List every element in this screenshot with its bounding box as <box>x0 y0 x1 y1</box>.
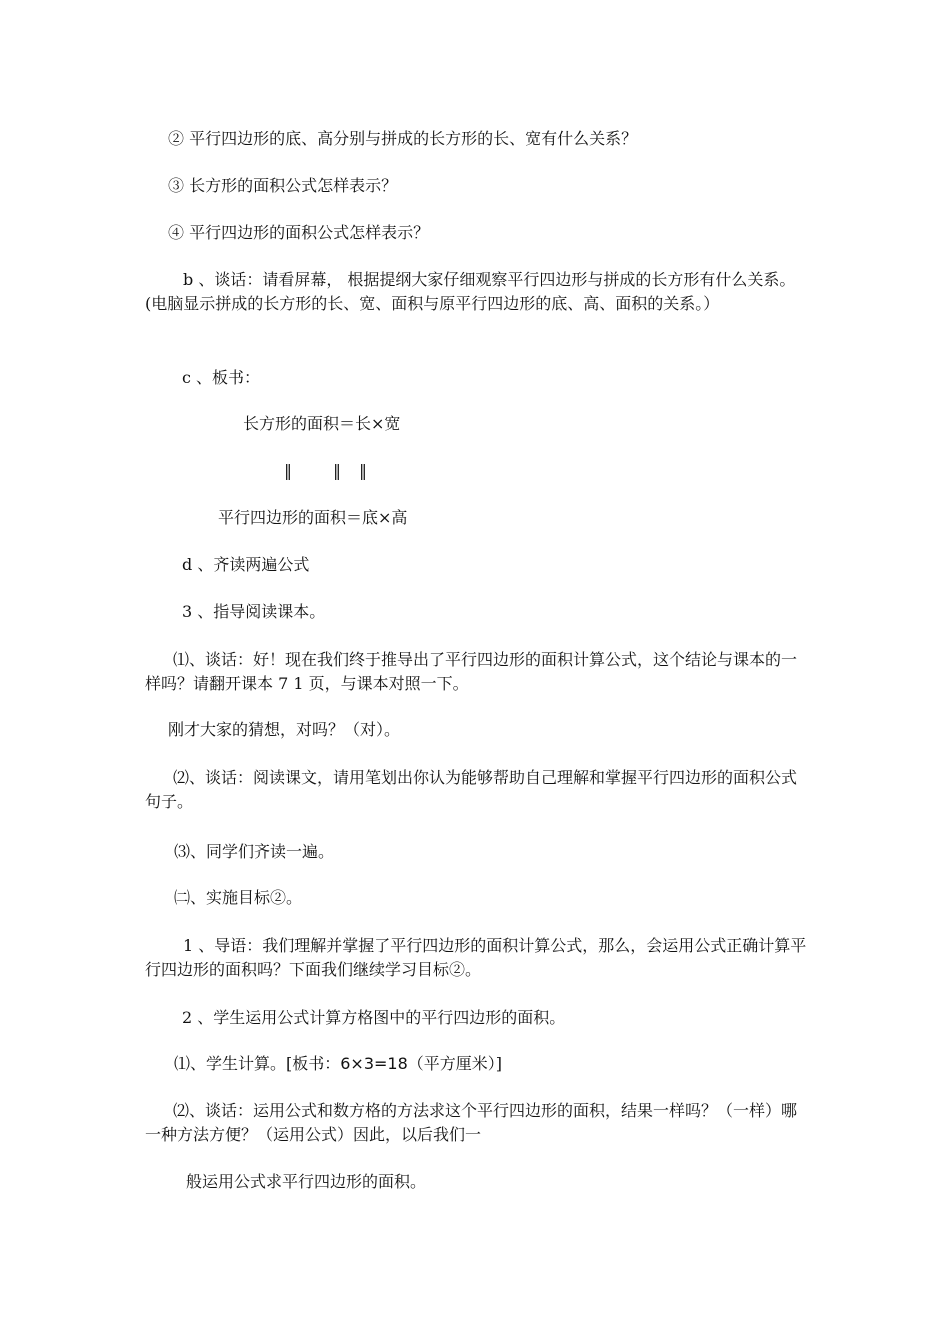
question-2: ② 平行四边形的底、高分别与拼成的长方形的长、宽有什么关系？ <box>168 129 638 148</box>
formula-parallelogram: 平行四边形的面积＝底×高 <box>218 508 408 527</box>
calc-formula: 6×3=18 <box>340 1054 408 1073</box>
paragraph-d-read: d 、齐读两遍公式 <box>182 555 310 574</box>
question-3: ③ 长方形的面积公式怎样表示？ <box>168 176 398 195</box>
paragraph-step-2: 2 、学生运用公式计算方格图中的平行四边形的面积。 <box>182 1008 566 1027</box>
paragraph-2-talk: ⑵、谈话：阅读课文，请用笔划出你认为能够帮助自己理解和掌握平行四边形的面积公式句子。 <box>145 768 798 811</box>
formula-equal-sign-3: ‖ <box>359 461 367 480</box>
calc-suffix: （平方厘米）] <box>407 1054 503 1073</box>
paragraph-calc <box>174 1052 502 1076</box>
paragraph-guide-3: 3 、指导阅读课本。 <box>182 602 326 621</box>
paragraph-b-talk: b 、谈话：请看屏幕， 根据提纲大家仔细观察平行四边形与拼成的长方形有什么关系。(电脑显示拼成的长方形的长、宽、面积与原平行四边形的底、高、面积的关系。） <box>145 270 796 313</box>
paragraph-final: 般运用公式求平行四边形的面积。 <box>186 1172 427 1191</box>
formula-equal-sign-2: ‖ <box>333 461 341 480</box>
question-4: ④ 平行四边形的面积公式怎样表示？ <box>168 223 430 242</box>
paragraph-2-talk-b: ⑵、谈话：运用公式和数方格的方法求这个平行四边形的面积，结果一样吗？（一样）哪一种方法方便？（运用公式）因此，以后我们一 <box>145 1101 798 1144</box>
paragraph-intro-1: 1 、导语：我们理解并掌握了平行四边形的面积计算公式，那么，会运用公式正确计算平行四边形的面积吗？下面我们继续学习目标②。 <box>145 936 807 979</box>
heading-goal-2: ㈡、实施目标②。 <box>174 888 303 907</box>
calc-prefix: ⑴、学生计算。[板书： <box>174 1054 341 1073</box>
paragraph-3-read: ⑶、同学们齐读一遍。 <box>174 842 335 861</box>
paragraph-c-board: c 、板书： <box>182 368 261 387</box>
formula-equal-sign-1: ‖ <box>284 461 292 480</box>
formula-rectangle: 长方形的面积＝长×宽 <box>243 414 401 433</box>
paragraph-1-talk: ⑴、谈话：好！现在我们终于推导出了平行四边形的面积计算公式，这个结论与课本的一样吗？请翻开课本 7 1 页，与课本对照一下。 <box>145 650 798 693</box>
paragraph-guess: 刚才大家的猜想，对吗？（对）。 <box>168 720 401 739</box>
